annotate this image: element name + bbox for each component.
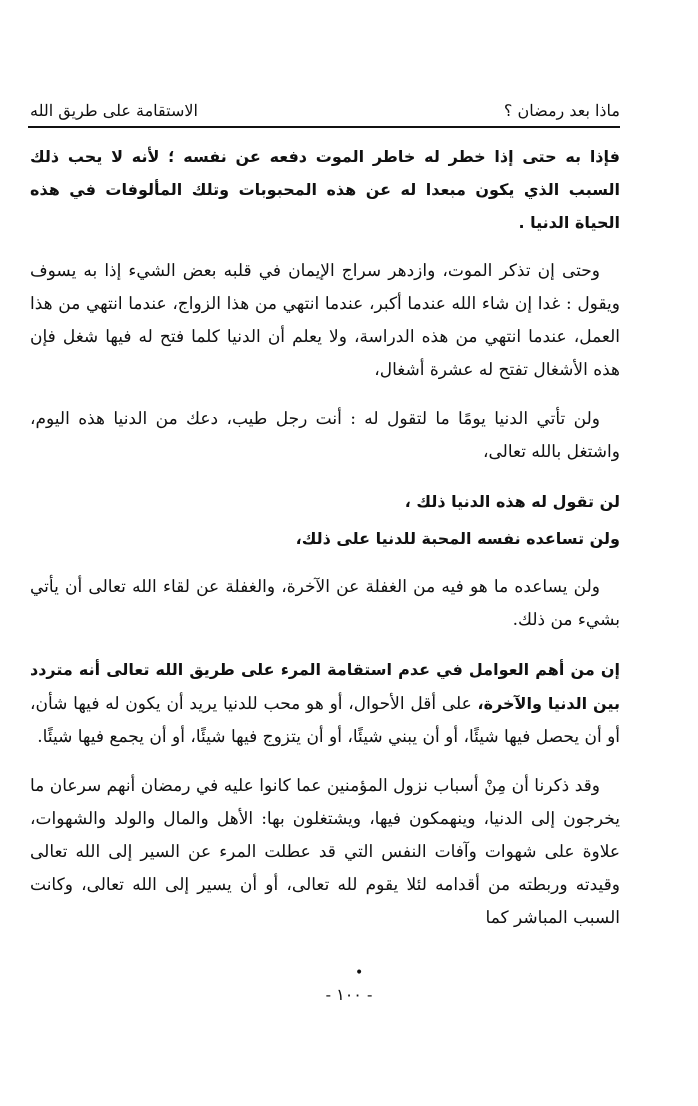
header-chapter-title: ماذا بعد رمضان ؟ [503, 101, 620, 120]
page-number: - ١٠٠ - [325, 985, 373, 1004]
paragraph-2: وحتى إن تذكر الموت، وازدهر سراج الإيمان في قلبه بعض الشيء إذا به يسوف ويقول : غدا إن شاء الله عندما أكبر، عندما انتهي من هذا الزواج، عندما انتهي من هذا العمل، عندما انتهي من هذه الدراسة، ولا يعلم أن الدنيا كلما فتح له فيها شغل فإن هذه الأشغال تفتح له عشرة أشغال، [30, 261, 620, 380]
paragraph-7 [30, 653, 620, 754]
header-book-title: الاستقامة على طريق الله [30, 101, 198, 120]
paragraph-4: لن تقول له هذه الدنيا ذلك ، [404, 492, 620, 511]
page-body [30, 140, 620, 951]
paragraph-5: ولن تساعده نفسه المحبة للدنيا على ذلك، [295, 529, 620, 548]
paragraph-7-rest: على أقل الأحوال، أو هو محب للدنيا يريد أن يكون له فيها شأن، أو أن يحصل فيها شيئًا، أو أن يبني شيئًا، أو أن يتزوج فيها شيئًا، أو أن يجمع فيها شيئًا. [30, 694, 620, 747]
paragraph-6: ولن يساعده ما هو فيه من الغفلة عن الآخرة، والغفلة عن لقاء الله تعالى أن يأتي بشيء من ذلك. [30, 577, 620, 630]
running-header [30, 90, 620, 120]
decorative-dot: • [355, 965, 364, 981]
paragraph-8: وقد ذكرنا أن مِنْ أسباب نزول المؤمنين عما كانوا عليه في رمضان أنهم سرعان ما يخرجون إلى الدنيا، وينهمكون فيها، ويشتغلون بها: الأهل والمال والولد والشهوات، علاوة على شهوات وآفات النفس التي قد عطلت المرء عن السير إلى الله تعالى وقيدته وربطته من أقدامه لئلا يقوم لله تعالى، أو أن يسير إلى الله تعالى، وكانت السبب المباشر كما [30, 776, 620, 928]
paragraph-1: فإذا به حتى إذا خطر له خاطر الموت دفعه عن نفسه ؛ لأنه لا يحب ذلك السبب الذي يكون مبعدا له عن هذه المحبوبات وتلك المألوفات في هذه الحياة الدنيا . [30, 147, 620, 232]
paragraph-7-lead: إن من أهم العوامل في عدم استقامة المرء على طريق الله تعالى أنه متردد بين الدنيا والآخرة، [30, 660, 620, 713]
paragraph-3: ولن تأتي الدنيا يومًا ما لتقول له : أنت رجل طيب، دعك من الدنيا هذه اليوم، واشتغل بالله تعالى، [30, 409, 620, 462]
header-rule [28, 126, 620, 128]
